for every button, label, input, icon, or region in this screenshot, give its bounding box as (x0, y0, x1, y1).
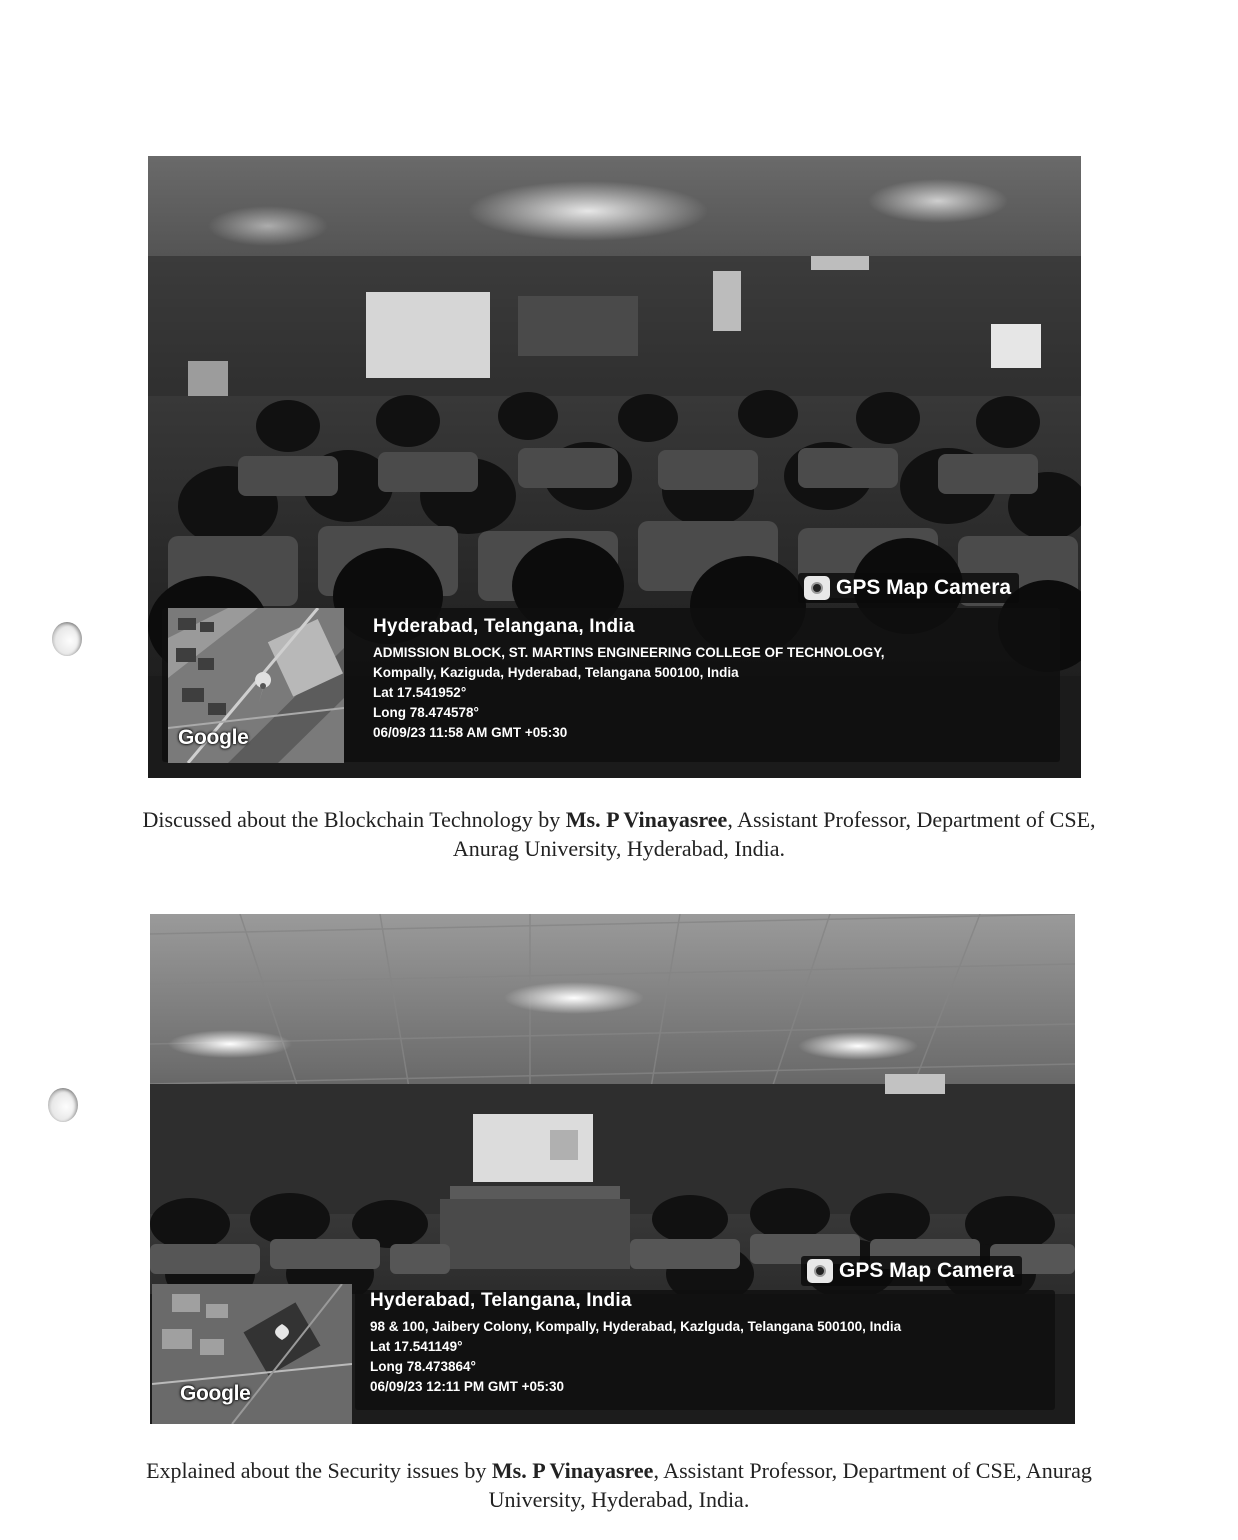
location-city: Hyderabad, Telangana, India (373, 616, 635, 637)
caption1-line2: Anurag University, Hyderabad, India. (452, 836, 786, 861)
caption2-speaker: Ms. P Vinayasree (491, 1458, 654, 1483)
location-city: Hyderabad, Telangana, India (370, 1290, 632, 1311)
location-address-line1: ADMISSION BLOCK, ST. MARTINS ENGINEERING COLLEGE OF TECHNOLOGY, (373, 645, 885, 660)
caption2-prefix: Explained about the Security issues by (146, 1458, 492, 1483)
caption1-suffix: , Assistant Professor, Department of CSE, (727, 807, 1096, 832)
photo-caption-2 (0, 1456, 1238, 1514)
lecture-photo-1 (148, 156, 1081, 778)
location-address-line1: 98 & 100, Jaibery Colony, Kompally, Hyderabad, Kazlguda, Telangana 500100, India (370, 1319, 902, 1334)
location-longitude: Long 78.474578° (373, 705, 479, 720)
gps-map-camera-badge (801, 1256, 1022, 1286)
google-logo: Google (180, 1382, 251, 1405)
location-longitude: Long 78.473864° (370, 1359, 476, 1374)
punch-hole-top (52, 622, 82, 656)
caption2-line2: University, Hyderabad, India. (488, 1487, 750, 1512)
location-map-thumbnail (168, 608, 344, 763)
camera-icon (807, 1259, 833, 1283)
photo-caption-1 (0, 805, 1238, 863)
caption1-speaker: Ms. P Vinayasree (565, 807, 728, 832)
location-address-line2: Kompally, Kaziguda, Hyderabad, Telangana 500100, India (373, 665, 739, 680)
punch-hole-bottom (48, 1088, 78, 1122)
camera-icon (804, 576, 830, 600)
gps-badge-label: GPS Map Camera (839, 1259, 1015, 1282)
location-datetime: 06/09/23 11:58 AM GMT +05:30 (373, 725, 568, 740)
location-details (373, 616, 885, 743)
location-latitude: Lat 17.541952° (373, 685, 467, 700)
lecture-photo-2 (150, 914, 1075, 1424)
google-logo: Google (178, 726, 249, 749)
location-details (370, 1290, 901, 1397)
location-datetime: 06/09/23 12:11 PM GMT +05:30 (370, 1379, 564, 1394)
gps-badge-label: GPS Map Camera (836, 576, 1012, 599)
caption2-suffix: , Assistant Professor, Department of CSE, Anurag (653, 1458, 1092, 1483)
gps-map-camera-badge (798, 573, 1019, 603)
caption1-prefix: Discussed about the Blockchain Technology by (142, 807, 566, 832)
location-map-thumbnail (152, 1284, 352, 1424)
location-latitude: Lat 17.541149° (370, 1339, 463, 1354)
